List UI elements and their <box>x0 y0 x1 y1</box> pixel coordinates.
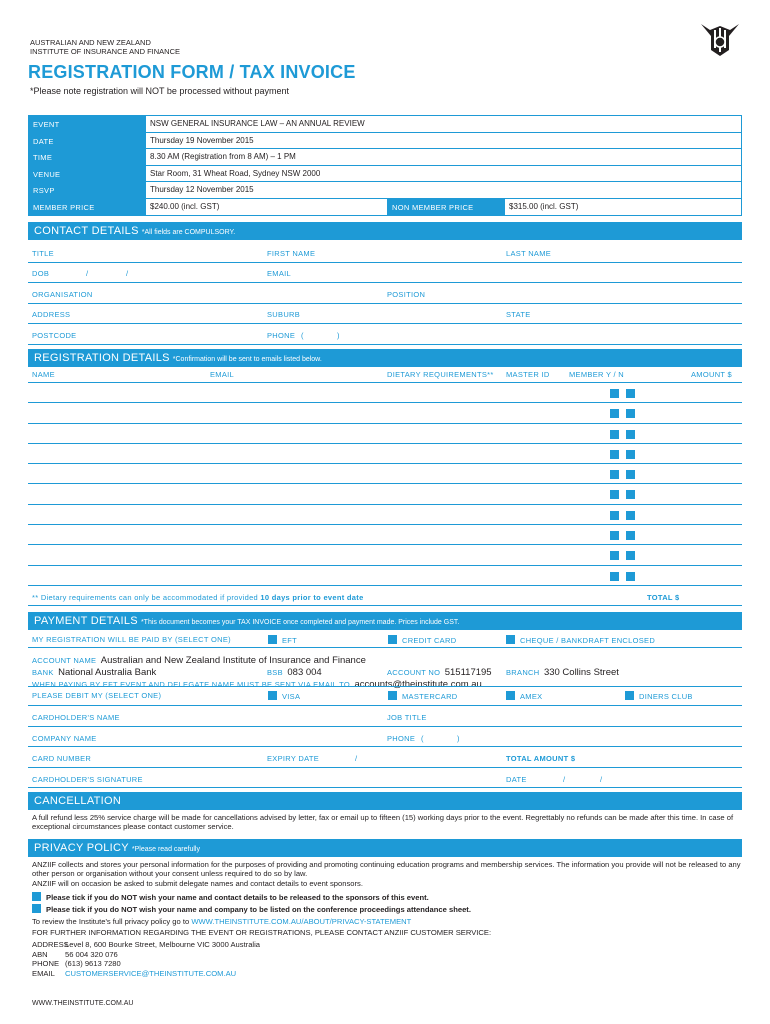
contact-row-address <box>28 304 742 324</box>
signature-field[interactable]: CARDHOLDER'S SIGNATURE <box>32 775 143 784</box>
contact-row-org <box>28 284 742 304</box>
cancellation-text: A full refund less 25% service charge will be made for cancellations advised by letter, fax or email up to fifteen (15) working days prior to the event. Regrettably no refunds can be made after this time. In case of exceptional circumstances please contact customer service. <box>32 813 734 831</box>
page-title: REGISTRATION FORM / TAX INVOICE <box>28 62 356 82</box>
bank-line <box>32 662 744 678</box>
checkbox-square-icon[interactable] <box>506 691 515 700</box>
postcode-field[interactable]: POSTCODE <box>32 331 77 340</box>
privacy-review-line <box>32 917 744 926</box>
suburb-field[interactable]: SUBURB <box>267 310 301 319</box>
first-name-field[interactable]: FIRST NAME <box>267 249 316 258</box>
checkbox-square-icon[interactable] <box>625 691 634 700</box>
table-row[interactable] <box>28 383 742 403</box>
col-member: MEMBER Y / N <box>569 370 625 379</box>
table-row[interactable] <box>28 424 742 444</box>
visa-option[interactable]: VISA <box>268 691 300 701</box>
account-name-label: ACCOUNT NAME <box>32 656 97 665</box>
checkbox-square-icon[interactable] <box>32 892 41 901</box>
member-yes-checkbox-icon[interactable] <box>610 450 619 459</box>
cheque-option[interactable]: CHEQUE / BANKDRAFT ENCLOSED <box>506 635 655 645</box>
bank-value: National Australia Bank <box>58 667 157 678</box>
registration-column-headers <box>28 364 742 383</box>
table-row[interactable] <box>28 403 742 423</box>
table-row[interactable] <box>28 566 742 586</box>
member-no-checkbox-icon[interactable] <box>626 511 635 520</box>
title-field[interactable]: TITLE <box>32 249 54 258</box>
contact-row-postcode <box>28 325 742 345</box>
date-row <box>29 133 741 150</box>
date-slash-2: / <box>600 775 603 784</box>
page-subtitle: *Please note registration will NOT be processed without payment <box>30 86 289 96</box>
company-phone-field[interactable]: PHONE <box>387 734 416 743</box>
account-no-label: ACCOUNT NO <box>387 668 441 677</box>
event-label: EVENT <box>29 116 146 132</box>
dob-field[interactable]: DOB <box>32 269 50 278</box>
venue-row <box>29 166 741 183</box>
payment-details-heading <box>28 612 742 630</box>
mastercard-option[interactable]: MASTERCARD <box>388 691 458 701</box>
job-title-field[interactable]: JOB TITLE <box>387 713 427 722</box>
rsvp-row <box>29 182 741 199</box>
contact-heading-note: *All fields are COMPULSORY. <box>141 229 236 236</box>
signature-row <box>28 768 742 788</box>
date-slash-1: / <box>563 775 566 784</box>
contact-details-heading <box>28 222 742 240</box>
cancellation-heading <box>28 792 742 810</box>
paid-by-label: MY REGISTRATION WILL BE PAID BY (SELECT ONE) <box>32 635 231 644</box>
expiry-slash: / <box>355 754 358 763</box>
member-yes-checkbox-icon[interactable] <box>610 430 619 439</box>
checkbox-square-icon[interactable] <box>388 691 397 700</box>
privacy-tick-2[interactable]: Please tick if you do NOT wish your name and company to be listed on the conference proceedings attendance sheet. <box>32 904 744 914</box>
table-row[interactable] <box>28 444 742 464</box>
company-row <box>28 727 742 747</box>
credit-card-option[interactable]: CREDIT CARD <box>388 635 456 645</box>
expiry-date-field[interactable]: EXPIRY DATE <box>267 754 320 763</box>
event-value: NSW GENERAL INSURANCE LAW – AN ANNUAL REVIEW <box>150 119 365 128</box>
member-yes-checkbox-icon[interactable] <box>610 511 619 520</box>
col-master-id: MASTER ID <box>506 370 550 379</box>
amex-option[interactable]: AMEX <box>506 691 542 701</box>
time-value: 8.30 AM (Registration from 8 AM) – 1 PM <box>150 152 296 161</box>
dietary-note-bold: 10 days prior to event date <box>260 593 364 602</box>
table-row[interactable] <box>28 525 742 545</box>
contact-info-block <box>32 940 432 978</box>
col-dietary: DIETARY REQUIREMENTS** <box>387 370 494 379</box>
registration-heading-text: REGISTRATION DETAILS <box>34 352 170 364</box>
privacy-policy-link[interactable]: WWW.THEINSTITUTE.COM.AU/ABOUT/PRIVACY-STATEMENT <box>191 917 412 926</box>
price-row <box>29 199 741 216</box>
date-value: Thursday 19 November 2015 <box>150 135 254 145</box>
bank-label: BANK <box>32 668 54 677</box>
bsb-label: BSB <box>267 668 283 677</box>
member-yes-checkbox-icon[interactable] <box>610 572 619 581</box>
phone-paren-open: ( <box>301 331 304 340</box>
privacy-heading-note: *Please read carefully <box>131 846 200 853</box>
member-no-checkbox-icon[interactable] <box>626 389 635 398</box>
member-yes-checkbox-icon[interactable] <box>610 389 619 398</box>
anziif-logo-icon <box>697 14 743 60</box>
member-price-value: $240.00 (incl. GST) <box>146 199 388 216</box>
company-phone-paren-close: ) <box>457 734 460 743</box>
signature-date-field[interactable]: DATE <box>506 775 527 784</box>
state-field[interactable]: STATE <box>506 310 531 319</box>
cancellation-heading-text: CANCELLATION <box>34 795 122 807</box>
contact-address-label: ADDRESS <box>32 940 69 949</box>
total-field[interactable]: TOTAL $ <box>647 593 680 602</box>
further-info-text: FOR FURTHER INFORMATION REGARDING THE EVENT OR REGISTRATIONS, PLEASE CONTACT ANZIIF CUSTOMER SERVICE: <box>32 928 492 937</box>
email-field[interactable]: EMAIL <box>267 269 292 278</box>
time-row <box>29 149 741 166</box>
contact-abn-value: 56 004 320 076 <box>65 949 118 959</box>
venue-value: Star Room, 31 Wheat Road, Sydney NSW 2000 <box>150 168 321 178</box>
footer-website[interactable]: WWW.THEINSTITUTE.COM.AU <box>32 1000 134 1007</box>
table-row[interactable] <box>28 484 742 504</box>
registration-heading-note: *Confirmation will be sent to emails listed below. <box>172 356 322 363</box>
dob-slash-2: / <box>126 269 129 278</box>
debit-label: PLEASE DEBIT MY (SELECT ONE) <box>32 691 162 700</box>
contact-email-label: EMAIL <box>32 968 55 978</box>
member-no-checkbox-icon[interactable] <box>626 490 635 499</box>
debit-card-row <box>28 686 742 706</box>
address-field[interactable]: ADDRESS <box>32 310 71 319</box>
contact-row-dob <box>28 263 742 283</box>
org-line-2: INSTITUTE OF INSURANCE AND FINANCE <box>30 47 181 56</box>
company-phone-paren-open: ( <box>421 734 424 743</box>
card-number-row <box>28 747 742 768</box>
member-yes-checkbox-icon[interactable] <box>610 470 619 479</box>
registration-rows <box>28 383 742 586</box>
member-no-checkbox-icon[interactable] <box>626 531 635 540</box>
contact-row-names <box>28 243 742 263</box>
organisation-field[interactable]: ORGANISATION <box>32 290 93 299</box>
company-name-field[interactable]: COMPANY NAME <box>32 734 97 743</box>
col-email: EMAIL <box>210 370 235 379</box>
member-yes-checkbox-icon[interactable] <box>610 531 619 540</box>
checkbox-square-icon[interactable] <box>268 691 277 700</box>
checkbox-square-icon[interactable] <box>32 904 41 913</box>
non-member-price-value: $315.00 (incl. GST) <box>509 201 579 211</box>
non-member-price-label: NON MEMBER PRICE <box>388 199 505 216</box>
payment-heading-note: *This document becomes your TAX INVOICE once completed and payment made. Prices include GST. <box>140 619 460 626</box>
branch-value: 330 Collins Street <box>543 667 619 678</box>
bank-details <box>32 650 744 690</box>
event-row <box>29 116 741 133</box>
eft-email-value: accounts@theinstitute.com.au <box>354 679 482 690</box>
card-number-field[interactable]: CARD NUMBER <box>32 754 92 763</box>
venue-label: VENUE <box>29 166 146 182</box>
col-name: NAME <box>32 370 55 379</box>
payment-method-row <box>28 630 742 648</box>
contact-phone-value: (613) 9613 7280 <box>65 959 121 968</box>
payment-heading-text: PAYMENT DETAILS <box>34 615 138 627</box>
rsvp-value: Thursday 12 November 2015 <box>150 185 254 194</box>
member-no-checkbox-icon[interactable] <box>626 409 635 418</box>
col-amount: AMOUNT $ <box>691 370 733 379</box>
last-name-field[interactable]: LAST NAME <box>506 249 552 258</box>
privacy-text-1: ANZIIF collects and stores your personal information for the purposes of providing and promoting continuing education programs and membership services. The information you provide will not be released to any other person or organisation without your consent unless required to do so by law. <box>32 860 741 878</box>
contact-phone-label: PHONE <box>32 959 60 968</box>
dob-slash-1: / <box>86 269 89 278</box>
member-no-checkbox-icon[interactable] <box>626 450 635 459</box>
account-name-value: Australian and New Zealand Institute of Insurance and Finance <box>100 655 366 666</box>
total-amount-field[interactable]: TOTAL AMOUNT $ <box>506 754 576 763</box>
privacy-text-2: ANZIIF will on occasion be asked to submit delegate names and contact details to event sponsors. <box>32 879 363 888</box>
branch-label: BRANCH <box>506 668 540 677</box>
privacy-heading-text: PRIVACY POLICY <box>34 842 129 854</box>
registration-total-row <box>28 587 742 606</box>
eft-option[interactable]: EFT <box>268 635 297 645</box>
member-yes-checkbox-icon[interactable] <box>610 551 619 560</box>
member-no-checkbox-icon[interactable] <box>626 430 635 439</box>
privacy-policy-heading <box>28 839 742 857</box>
account-name-line <box>32 650 744 666</box>
member-price-label: MEMBER PRICE <box>29 199 146 216</box>
member-yes-checkbox-icon[interactable] <box>610 409 619 418</box>
member-no-checkbox-icon[interactable] <box>626 470 635 479</box>
dietary-note <box>32 593 364 602</box>
member-no-checkbox-icon[interactable] <box>626 551 635 560</box>
checkbox-square-icon[interactable] <box>268 635 277 644</box>
phone-field[interactable]: PHONE <box>267 331 296 340</box>
bsb-value: 083 004 <box>287 667 322 678</box>
date-label: DATE <box>29 133 146 149</box>
time-label: TIME <box>29 149 146 165</box>
account-no-value: 515117195 <box>444 667 492 678</box>
position-field[interactable]: POSITION <box>387 290 426 299</box>
cardholder-name-field[interactable]: CARDHOLDER'S NAME <box>32 713 120 722</box>
contact-heading-text: CONTACT DETAILS <box>34 225 139 237</box>
phone-paren-close: ) <box>337 331 340 340</box>
org-line-1: AUSTRALIAN AND NEW ZEALAND <box>30 38 151 47</box>
cardholder-row <box>28 706 742 727</box>
contact-email-link[interactable]: CUSTOMERSERVICE@THEINSTITUTE.COM.AU <box>65 968 237 978</box>
member-no-checkbox-icon[interactable] <box>626 572 635 581</box>
rsvp-label: RSVP <box>29 182 146 198</box>
privacy-tick-1[interactable]: Please tick if you do NOT wish your name and contact details to be released to the sponsors of this event. <box>32 892 744 902</box>
table-row[interactable] <box>28 505 742 525</box>
table-row[interactable] <box>28 545 742 565</box>
contact-abn-label: ABN <box>32 949 48 959</box>
event-details-table <box>28 115 742 216</box>
privacy-review-text: To review the Institute's full privacy policy go to <box>32 917 192 926</box>
table-row[interactable] <box>28 464 742 484</box>
checkbox-square-icon[interactable] <box>388 635 397 644</box>
member-yes-checkbox-icon[interactable] <box>610 490 619 499</box>
organisation-name <box>30 38 180 56</box>
dietary-note-text: ** Dietary requirements can only be accommodated if provided <box>32 593 261 602</box>
contact-address-value: Level 8, 600 Bourke Street, Melbourne VIC 3000 Australia <box>65 940 261 949</box>
checkbox-square-icon[interactable] <box>506 635 515 644</box>
eft-email-label: WHEN PAYING BY EFT EVENT AND DELEGATE NAME MUST BE SENT VIA EMAIL TO <box>32 680 350 689</box>
diners-option[interactable]: DINERS CLUB <box>625 691 693 701</box>
